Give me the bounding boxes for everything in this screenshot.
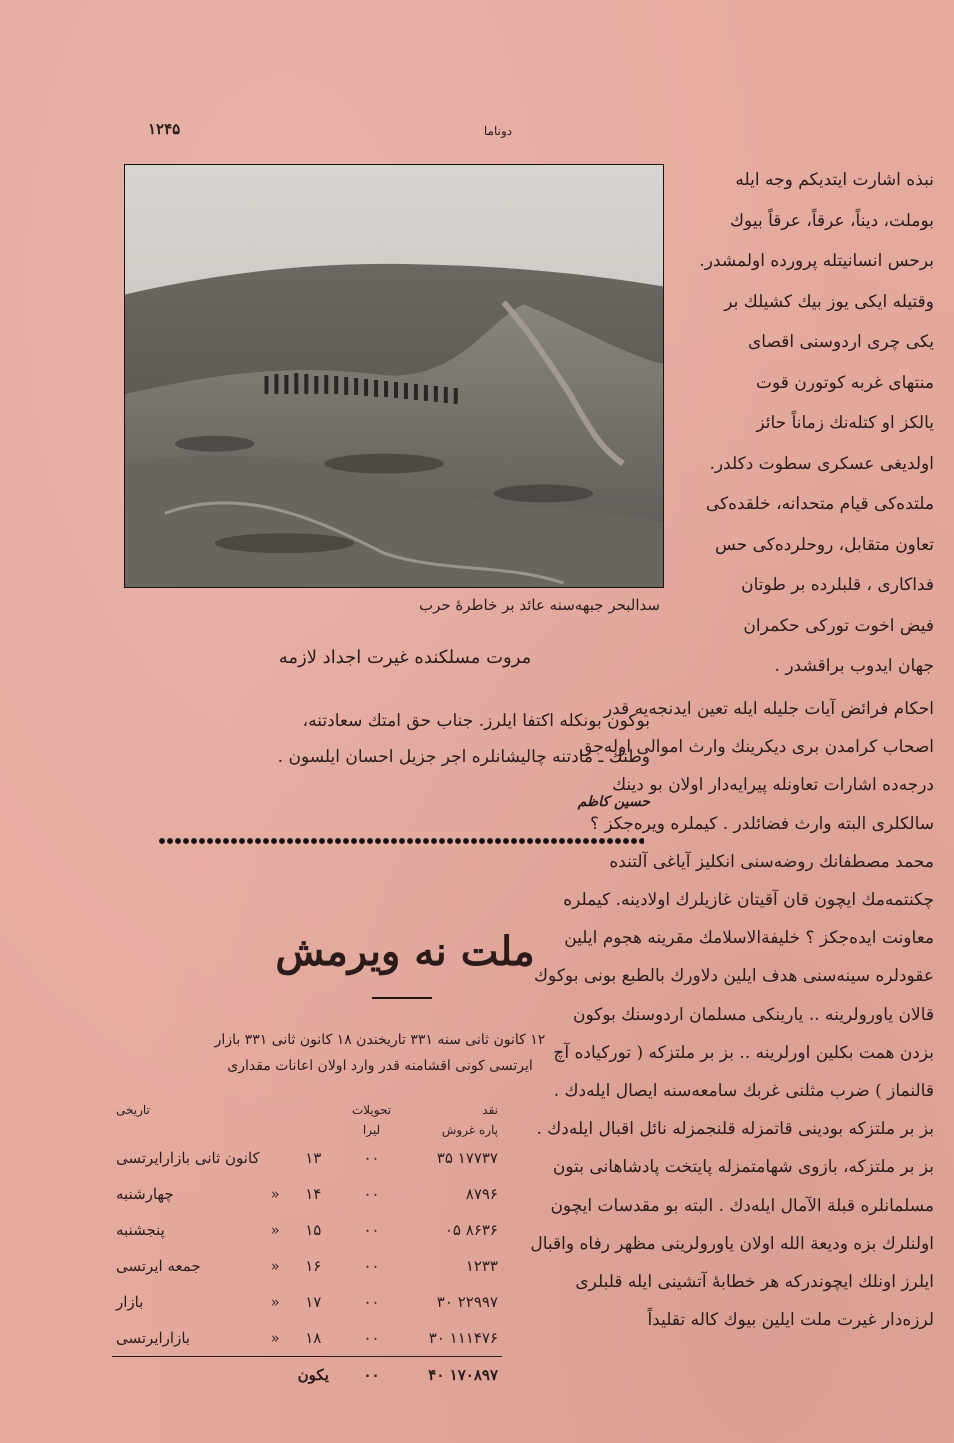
amount-cell: ۱۲۳۳ xyxy=(465,1257,498,1275)
amount-cell: ۸۷۹۶ xyxy=(465,1185,498,1203)
total-label: یکون xyxy=(286,1357,340,1394)
text-line: فداکاری ، قلبلرده بر طوتان xyxy=(741,575,934,595)
text-line: بوملت، دیناً، عرقاً، عرقاً بیوك xyxy=(730,210,934,231)
lira-cell: ۰۰ xyxy=(363,1149,380,1167)
photo-caption: سدالبحر جبهه‌سنه عائد بر خاطرهٔ حرب xyxy=(418,596,660,614)
text-line: ملتده‌کی قیام متحدانه، خلقده‌کی xyxy=(705,494,934,514)
section-title: ملت نه ویرمش xyxy=(275,928,535,975)
poem-line: مروت مسلکنده غیرت اجداد لازمه xyxy=(278,647,532,668)
ditto-mark: « xyxy=(270,1329,280,1347)
total-amount: ۱۷۰۸۹۷ ۴۰ xyxy=(403,1357,502,1394)
text-line: قالنماز ) ضرب مثلنی غربك سامعه‌سنه ایصال ایله‌دك . xyxy=(553,1081,934,1102)
donations-intro xyxy=(120,1027,640,1079)
text-line: لرزه‌دار غیرت ملت ایلین بیوك کاله تقلیداً xyxy=(647,1310,934,1331)
text-line: اولنلرك بزه ودیعة الله اولان یاورولرینی مظهر رفاه واقبال xyxy=(530,1233,934,1254)
text-line: اولدیغی عسکری سطوت دکلدر. xyxy=(709,453,934,474)
intro-line: ۱۲ کانون ثانی سنه ۳۳۱ تاریخندن ۱۸ کانون ثانی ۳۳۱ بازار xyxy=(214,1032,546,1048)
text-line: یکی چری اردوسنی اقصای xyxy=(747,332,934,352)
text-line: تعاون متقابل، روحلرده‌کی حس xyxy=(715,534,934,555)
ditto-mark xyxy=(264,1140,287,1176)
donations-table-grid xyxy=(112,1100,502,1393)
text-line: یالکز او کتله‌نك زماناً حائز xyxy=(756,413,934,433)
table-row xyxy=(112,1284,502,1320)
weekday-cell: جمعه ایرتسی xyxy=(116,1257,201,1275)
text-line: وطنك ـ مادتنه چالیشانلره اجر جزیل احسان ایلسون . xyxy=(277,747,650,767)
lira-cell: ۰۰ xyxy=(363,1329,380,1347)
amount-cell: ۲۲۹۹۷ ۳۰ xyxy=(436,1293,498,1311)
ditto-mark: « xyxy=(270,1185,280,1203)
amount-cell: ۱۷۷۳۷ ۳۵ xyxy=(436,1149,498,1167)
text-line: ایلرز اونلك ایچوندرکه هر خطابهٔ آتشینی ایله قلبلری xyxy=(575,1272,934,1293)
text-line: بزدن همت بکلین اورلرینه .. بز بر ملتزکه ( تورکیاده آچ xyxy=(553,1042,934,1063)
lira-cell: ۰۰ xyxy=(363,1257,380,1275)
author-signature: حسین کاظم xyxy=(577,794,650,810)
text-line: چکنتمه‌مك ایچون قان آقیتان غازیلرك اولادینه. کیملره xyxy=(563,890,934,911)
day-cell: ۱۳ xyxy=(305,1149,322,1167)
text-line: بز بر ملتزکه بودینی قاتمزله قلنجمزله نائل اقبال ایله‌دك . xyxy=(536,1119,934,1140)
lira-cell: ۰۰ xyxy=(363,1221,380,1239)
weekday-cell: بازار xyxy=(116,1293,144,1311)
right-column-text xyxy=(672,160,934,687)
header-lira: لیرا xyxy=(362,1123,381,1137)
header-transfers: تحویلات xyxy=(351,1103,392,1117)
day-cell: ۱۵ xyxy=(305,1221,322,1239)
war-photograph xyxy=(124,164,664,588)
text-line: درجه‌ده اشارات تعاونله پیرایه‌دار اولان بو دینك xyxy=(612,775,934,796)
total-lira: ۰۰ xyxy=(340,1357,403,1394)
text-line: سالکلری البته وارث فضائلدر . کیملره ویره‌جکز ؟ xyxy=(590,813,934,834)
text-line: عقودلره سینه‌سنی هدف ایلین دلاورك بالطبع بونی بوکوك xyxy=(534,966,934,987)
amount-cell: ۱۱۱۴۷۶ ۳۰ xyxy=(428,1329,498,1347)
main-article-text xyxy=(514,690,934,1339)
weekday-cell: کانون ثانی بازارایرتسی xyxy=(116,1149,260,1167)
header-date: تاریخی xyxy=(116,1103,150,1117)
table-row xyxy=(112,1140,502,1176)
text-line: محمد مصطفانك روضه‌سنی انکلیز آیاغی آلتنده xyxy=(609,851,934,872)
text-line: وقتیله ایکی یوز بیك کشیلك بر xyxy=(724,291,934,312)
text-line: احکام فرائض آیات جلیله ایله تعین ایدنجه‌یه قدر xyxy=(603,699,934,719)
donations-table xyxy=(112,1100,502,1393)
day-cell: ۱۷ xyxy=(305,1293,322,1311)
text-line: برحس انسانیتله پرورده اولمشدر. xyxy=(699,251,934,271)
ditto-mark: « xyxy=(270,1257,280,1275)
day-cell: ۱۶ xyxy=(305,1257,322,1275)
table-row xyxy=(112,1320,502,1357)
table-row xyxy=(112,1212,502,1248)
ditto-mark: « xyxy=(270,1293,280,1311)
table-row xyxy=(112,1248,502,1284)
total-row xyxy=(112,1357,502,1394)
lira-cell: ۰۰ xyxy=(363,1293,380,1311)
running-head: دوناما xyxy=(483,124,513,138)
text-line: فیض اخوت تورکی حکمران xyxy=(743,615,934,636)
weekday-cell: بازارایرتسی xyxy=(116,1329,191,1347)
weekday-cell: چهارشنبه xyxy=(116,1185,174,1203)
text-line: منتهای غربه کوتورن قوت xyxy=(755,372,934,393)
title-divider xyxy=(372,997,432,999)
intro-line: ایرتسی کونی اقشامنه قدر وارد اولان اعانات مقداری xyxy=(227,1058,533,1074)
text-line: بز بر ملتزکه، بازوی شهامتمزله پایتخت پادشاهانی بتون xyxy=(552,1157,934,1178)
text-line: نبذه اشارت ایتدیکم وجه ایله xyxy=(735,170,934,190)
text-line: جهان ایدوب براقشدر . xyxy=(774,656,934,676)
text-line: مسلمانلره قبلة الآمال ایله‌دك . البته بو مقدسات ایچون xyxy=(550,1195,934,1216)
ditto-mark: « xyxy=(270,1221,280,1239)
table-row xyxy=(112,1176,502,1212)
day-cell: ۱۸ xyxy=(305,1329,322,1347)
text-line: بوکون بونکله اکتفا ایلرز. جناب حق امتك سعادتنه، xyxy=(302,711,650,731)
header-cash: نقد xyxy=(482,1103,498,1117)
amount-cell: ۸۶۳۶ ۰۵ xyxy=(444,1221,498,1239)
lira-cell: ۰۰ xyxy=(363,1185,380,1203)
text-line: اصحاب کرامدن بری دیکرینك وارث اموالی اوله‌جق xyxy=(579,737,934,758)
page-number: ۱۲۴۵ xyxy=(148,120,181,138)
day-cell: ۱۴ xyxy=(305,1185,322,1203)
landscape-photo-icon xyxy=(125,165,663,587)
text-line: معاونت ایده‌جکز ؟ خلیفة‌الاسلامك مقرینه هجوم ایلین xyxy=(564,928,934,949)
header-para-kurush: پاره غروش xyxy=(441,1123,498,1137)
weekday-cell: پنجشنبه xyxy=(116,1221,165,1239)
text-line: قالان یاورولرینه .. یارینکی مسلمان اردوسنك بوکون xyxy=(572,1004,934,1025)
